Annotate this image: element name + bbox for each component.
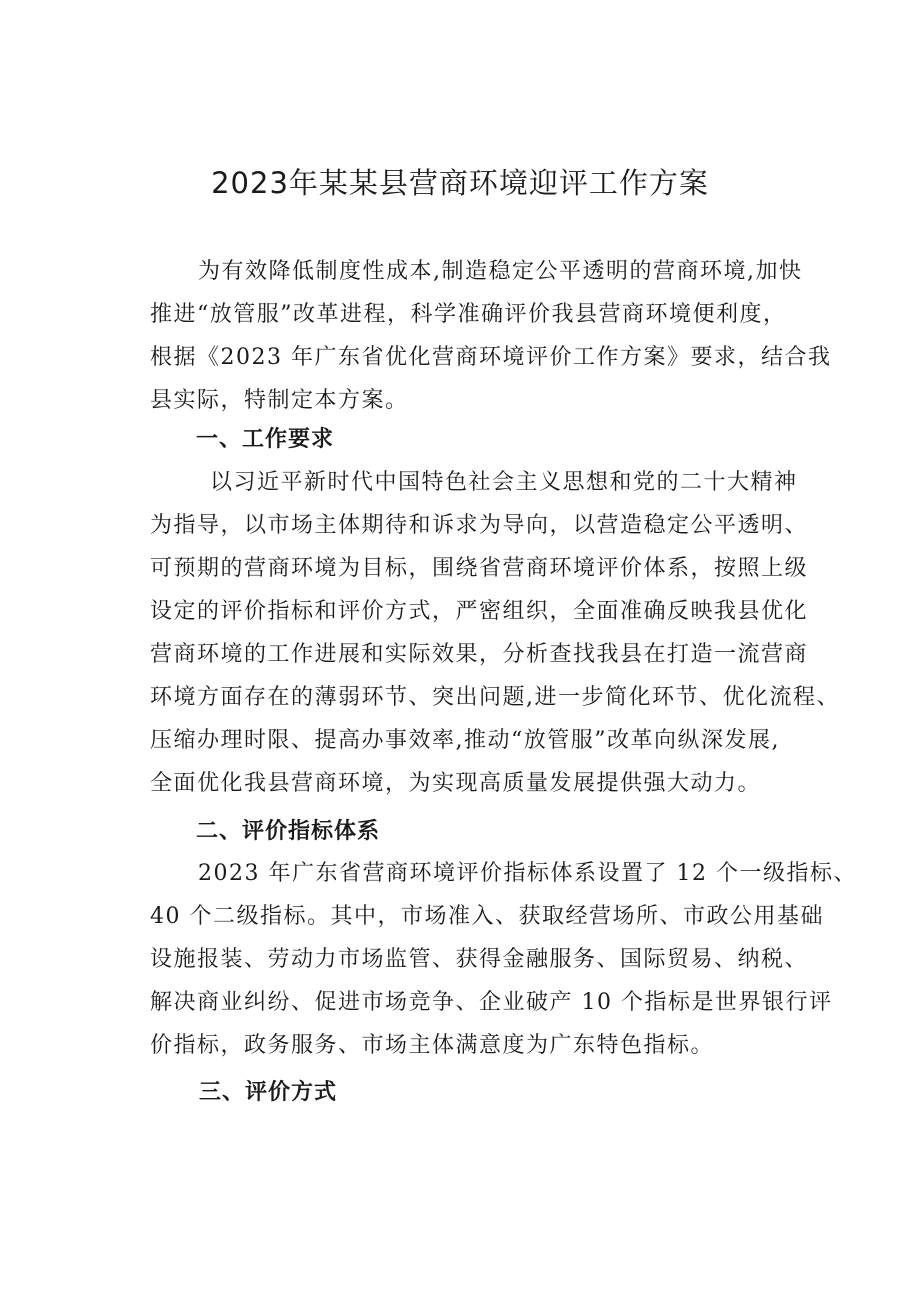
paragraph-line: 设施报装、劳动力市场监管、获得金融服务、国际贸易、纳税、 <box>150 947 809 972</box>
paragraph-line: 价指标，政务服务、市场主体满意度为广东特色指标。 <box>150 1033 715 1058</box>
paragraph-line: 为有效降低制度性成本,制造稳定公平透明的营商环境,加快 <box>198 259 803 284</box>
paragraph-line: 40 个二级指标。其中，市场准入、获取经营场所、市政公用基础 <box>150 904 824 929</box>
intro-paragraph <box>150 250 832 422</box>
section2-paragraph <box>150 852 857 1067</box>
paragraph-line: 设定的评价指标和评价方式，严密组织，全面准确反映我县优化 <box>150 599 809 624</box>
paragraph-line: 为指导，以市场主体期待和诉求为导向，以营造稳定公平透明、 <box>150 513 809 538</box>
paragraph-line: 营商环境的工作进展和实际效果，分析查找我县在打造一流营商 <box>150 642 809 667</box>
document-title: 2023年某某县营商环境迎评工作方案 <box>211 166 709 200</box>
paragraph-line: 可预期的营商环境为目标，围绕省营商环境评价体系，按照上级 <box>150 556 809 581</box>
paragraph-line: 根据《2023 年广东省优化营商环境评价工作方案》要求，结合我 <box>150 345 832 370</box>
section-heading-1: 一、工作要求 <box>196 427 335 452</box>
paragraph-line: 县实际，特制定本方案。 <box>150 388 409 413</box>
paragraph-line: 压缩办理时限、提高办事效率,推动“放管服”改革向纵深发展, <box>150 728 780 753</box>
paragraph-line: 推进“放管服”改革进程，科学准确评价我县营商环境便利度， <box>150 302 787 327</box>
section-heading-2: 二、评价指标体系 <box>196 819 381 844</box>
paragraph-line: 全面优化我县营商环境，为实现高质量发展提供强大动力。 <box>150 771 762 796</box>
paragraph-line: 环境方面存在的薄弱环节、突出问题,进一步简化环节、优化流程、 <box>150 685 840 710</box>
paragraph-line: 以习近平新时代中国特色社会主义思想和党的二十大精神 <box>210 470 798 495</box>
section1-paragraph <box>150 461 840 805</box>
paragraph-line: 解决商业纠纷、促进市场竞争、企业破产 10 个指标是世界银行评 <box>150 990 833 1015</box>
paragraph-line: 2023 年广东省营商环境评价指标体系设置了 12 个一级指标、 <box>198 861 857 886</box>
section-heading-3: 三、评价方式 <box>199 1080 338 1105</box>
